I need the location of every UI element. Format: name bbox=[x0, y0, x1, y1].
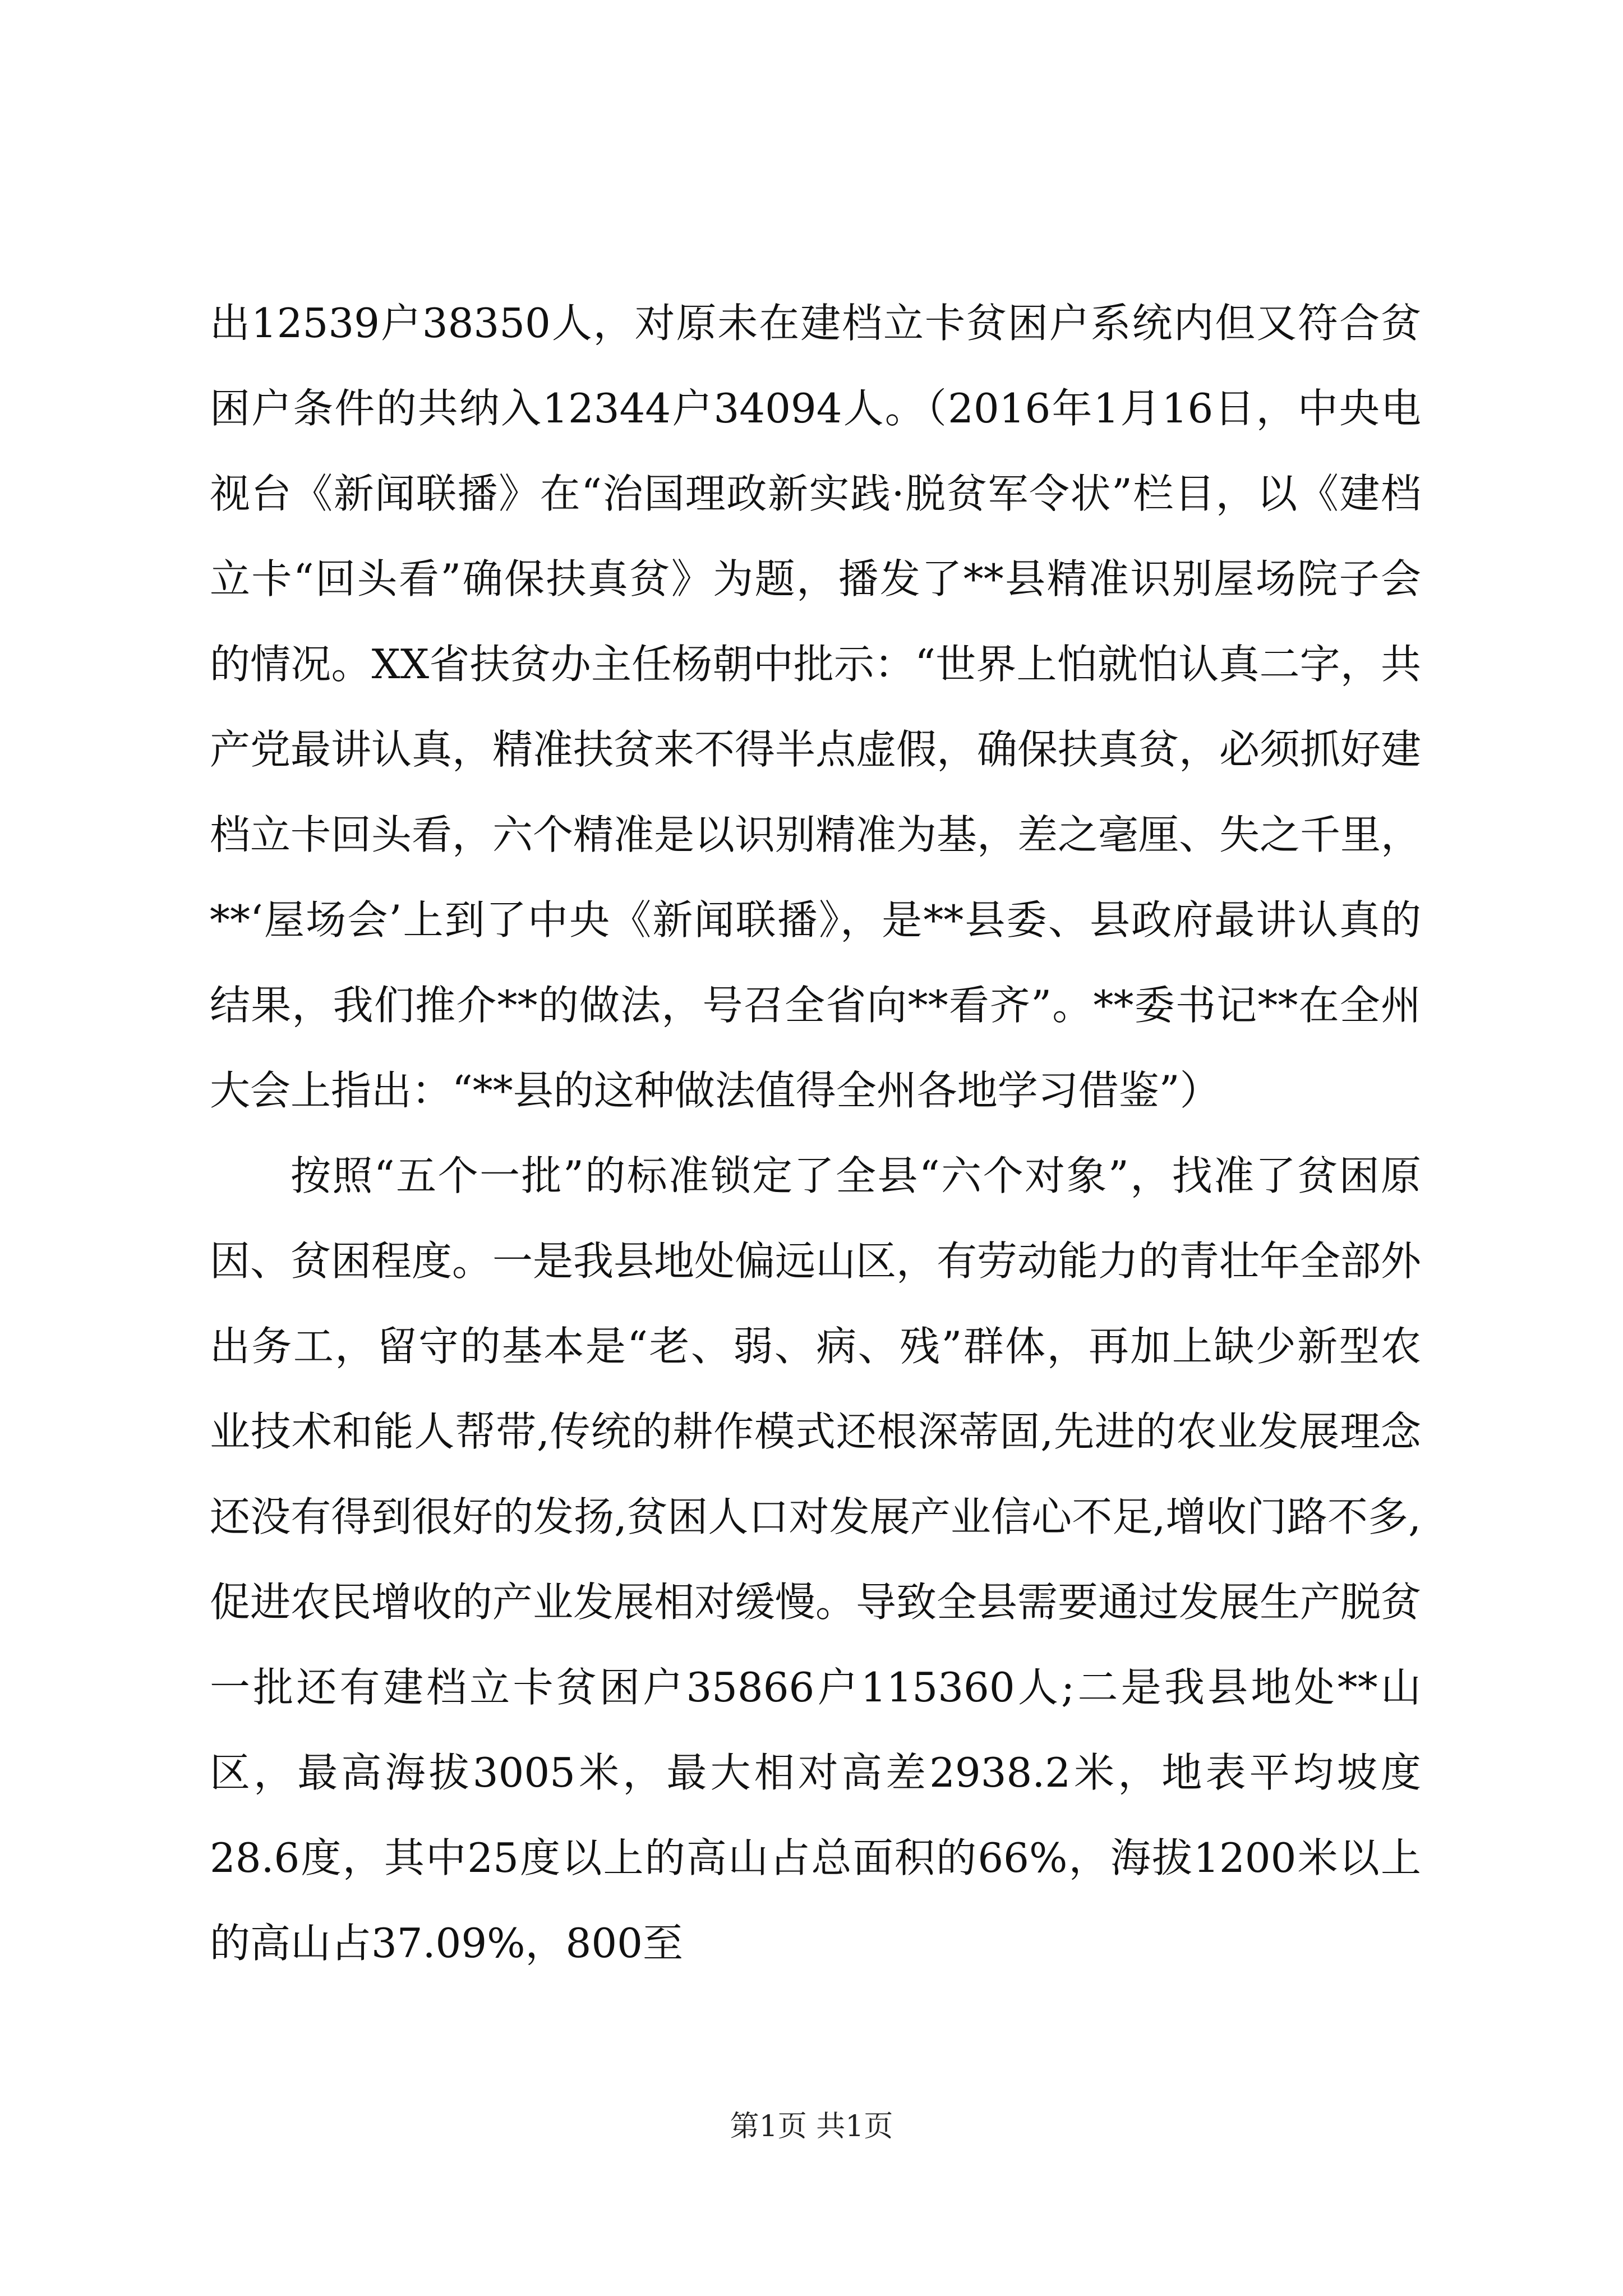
page-footer: 第1页 共1页 bbox=[730, 2110, 893, 2143]
document-body bbox=[210, 280, 1421, 1986]
paragraph-1: 出12539户38350人，对原未在建档立卡贫困户系统内但又符合贫困户条件的共纳入12344户34094人。（2016年1月16日，中央电视台《新闻联播》在“治国理政新实践·脱贫军令状”栏目，以《建档立卡“回头看”确保扶真贫》为题，播发了**县精准识别屋场院子会的情况。XX省扶贫办主任杨朝中批示：“世界上怕就怕认真二字，共产党最讲认真，精准扶贫来不得半点虚假，确保扶真贫，必须抓好建档立卡回头看，六个精准是以识别精准为基，差之毫厘、失之千里，**‘屋场会’上到了中央《新闻联播》，是**县委、县政府最讲认真的结果，我们推介**的做法，号召全省向**看齐”。**委书记**在全州大会上指出：“**县的这种做法值得全州各地学习借鉴”） bbox=[210, 300, 1422, 1114]
paragraph-2: 按照“五个一批”的标准锁定了全县“六个对象”，找准了贫困原因、贫困程度。一是我县地处偏远山区，有劳动能力的青壮年全部外出务工，留守的基本是“老、弱、病、残”群体，再加上缺少新型农业技术和能人帮带,传统的耕作模式还根深蒂固,先进的农业发展理念还没有得到很好的发扬,贫困人口对发展产业信心不足,增收门路不多,促进农民增收的产业发展相对缓慢。导致全县需要通过发展生产脱贫一批还有建档立卡贫困户35866户115360人;二是我县地处**山区，最高海拔3005米，最大相对高差2938.2米，地表平均坡度28.6度，其中25度以上的高山占总面积的66%，海拔1200米以上的高山占37.09%，800至 bbox=[210, 1152, 1422, 1967]
